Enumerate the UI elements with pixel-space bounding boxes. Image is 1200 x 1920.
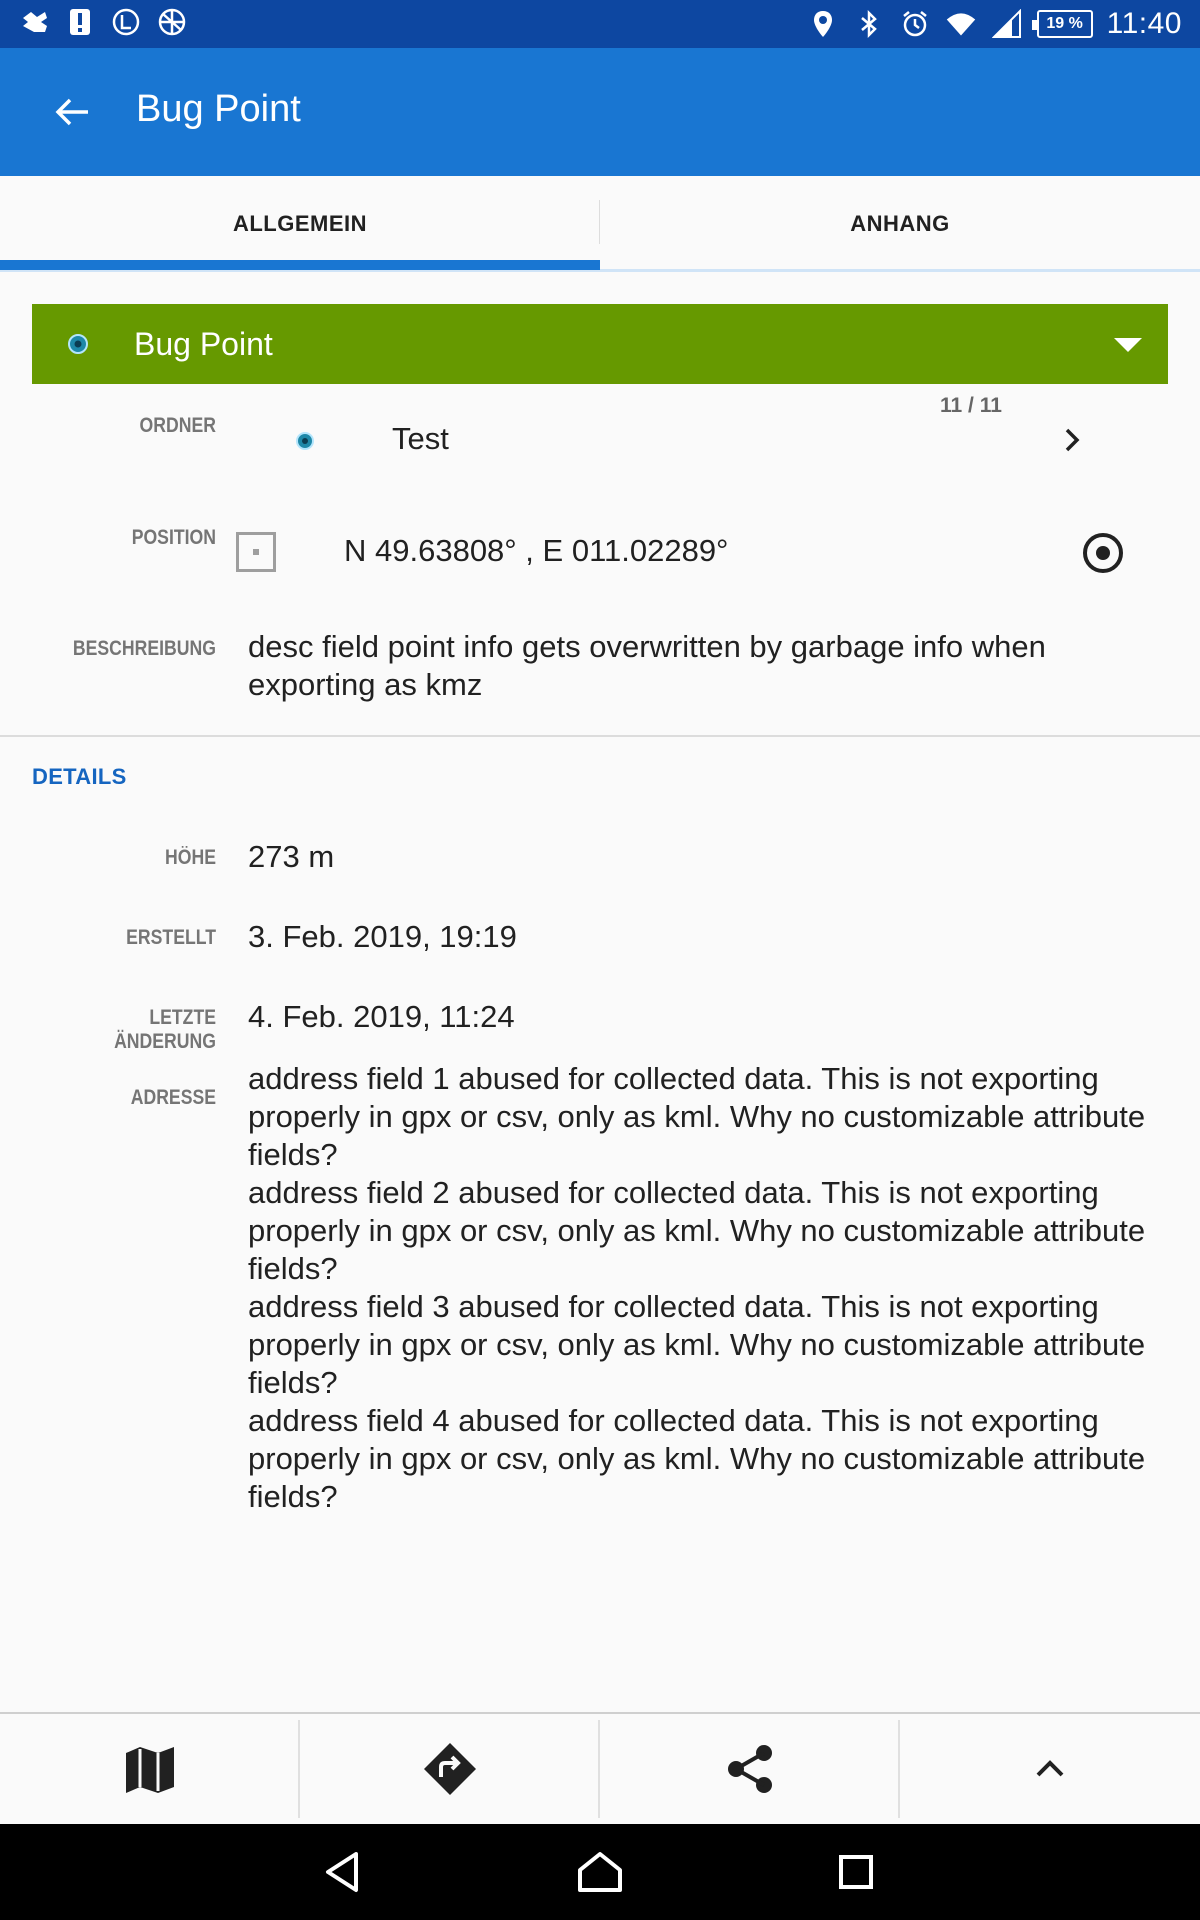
folder-target-icon <box>294 430 316 452</box>
app-bar <box>0 48 1200 176</box>
address-label: ADRESSE <box>130 1086 216 1109</box>
alarm-icon <box>899 8 931 40</box>
modified-value: 4. Feb. 2019, 11:24 <box>248 999 515 1034</box>
item-counter: 11 / 11 <box>940 394 1002 417</box>
description-value[interactable]: desc field point info gets overwritten by garbage info when exporting as kmz <box>248 629 1046 702</box>
position-value[interactable]: N 49.63808° , E 011.02289° <box>344 533 729 568</box>
signal-icon <box>991 8 1023 40</box>
l-circle-icon <box>110 6 142 38</box>
bluetooth-icon <box>853 8 885 40</box>
position-label: POSITION <box>131 526 216 549</box>
back-button[interactable] <box>40 84 104 140</box>
directions-button[interactable] <box>300 1714 600 1824</box>
created-value: 3. Feb. 2019, 19:19 <box>248 919 517 954</box>
expand-button[interactable] <box>900 1714 1200 1824</box>
directions-icon <box>422 1741 478 1797</box>
dropbox-icon <box>18 6 50 38</box>
point-type-selector[interactable] <box>32 304 1168 384</box>
address-value[interactable] <box>248 1060 1148 1516</box>
system-nav-bar <box>0 1824 1200 1920</box>
folder-label: ORDNER <box>139 414 216 437</box>
tab-bar <box>0 176 1200 272</box>
modified-label: LETZTE ÄNDERUNG <box>114 1006 216 1053</box>
details-section-title: DETAILS <box>32 764 127 789</box>
altitude-label: HÖHE <box>165 846 216 869</box>
clock: 11:40 <box>1106 7 1182 40</box>
bottom-toolbar <box>0 1712 1200 1824</box>
location-icon <box>807 8 839 40</box>
address-line: address field 3 abused for collected data. This is not exporting properly in gpx or csv, only as kml. Why no customizable attribute fields? <box>248 1289 1146 1400</box>
battery-icon <box>1037 10 1093 38</box>
chevron-up-icon <box>1030 1755 1070 1783</box>
tab-anhang[interactable]: ANHANG <box>850 211 950 236</box>
map-button[interactable] <box>0 1714 300 1824</box>
grid-globe-icon <box>156 6 188 38</box>
address-line: address field 4 abused for collected data. This is not exporting properly in gpx or csv, only as kml. Why no customizable attribute fields? <box>248 1403 1146 1514</box>
point-type-label: Bug Point <box>134 326 273 362</box>
altitude-value[interactable]: 273 m <box>248 839 335 874</box>
target-circle-icon <box>62 328 94 360</box>
map-icon <box>124 1745 176 1793</box>
gps-target-icon <box>1080 530 1126 576</box>
address-line: address field 2 abused for collected data. This is not exporting properly in gpx or csv, only as kml. Why no customizable attribute fields? <box>248 1175 1146 1286</box>
share-icon <box>724 1743 776 1795</box>
address-line: address field 1 abused for collected data. This is not exporting properly in gpx or csv, only as kml. Why no customizable attribute fields? <box>248 1061 1146 1172</box>
arrow-left-icon <box>54 96 90 128</box>
nav-home-button[interactable] <box>568 1840 632 1904</box>
folder-value[interactable]: Test <box>392 421 449 456</box>
description-label: BESCHREIBUNG <box>72 637 216 660</box>
battery-level: 19 % <box>1046 15 1083 32</box>
status-bar <box>0 0 1200 48</box>
chevron-right-icon[interactable] <box>1054 422 1090 458</box>
nav-recents-icon <box>836 1852 876 1892</box>
nav-back-button[interactable] <box>310 1840 374 1904</box>
gps-target-button[interactable] <box>1080 530 1126 576</box>
page-title: Bug Point <box>136 88 301 130</box>
created-label: ERSTELLT <box>126 926 216 949</box>
nav-back-icon <box>322 1850 362 1894</box>
tab-indicator <box>0 260 600 270</box>
wifi-icon <box>945 8 977 40</box>
nav-recents-button[interactable] <box>824 1840 888 1904</box>
share-button[interactable] <box>600 1714 900 1824</box>
nav-home-icon <box>576 1850 624 1894</box>
position-square-icon <box>236 532 276 572</box>
tab-allgemein[interactable]: ALLGEMEIN <box>232 211 368 236</box>
alert-icon <box>64 6 96 38</box>
dropdown-arrow-icon <box>1114 338 1142 352</box>
section-divider <box>0 735 1200 737</box>
